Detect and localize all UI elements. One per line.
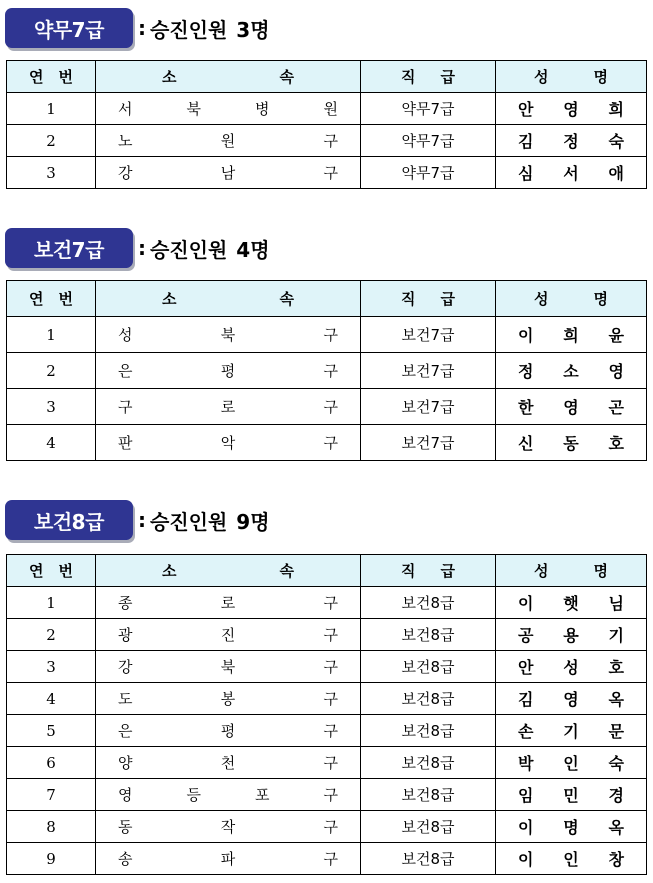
row-rank: 보건7급 — [361, 317, 496, 353]
row-rank: 약무7급 — [361, 93, 496, 125]
summary-label: 승진인원 — [150, 17, 228, 42]
header-name: 성 명 — [496, 281, 647, 317]
row-no: 3 — [7, 651, 96, 683]
promotion-table — [6, 280, 647, 461]
row-dept: 구 로 구 — [96, 389, 361, 425]
promotion-table — [6, 60, 647, 189]
row-dept: 은 평 구 — [96, 715, 361, 747]
table-row — [7, 157, 647, 189]
row-no: 5 — [7, 715, 96, 747]
section-heading — [5, 8, 465, 50]
row-dept: 동 작 구 — [96, 811, 361, 843]
row-dept: 영 등 포 구 — [96, 779, 361, 811]
row-rank: 보건7급 — [361, 353, 496, 389]
row-name: 안 성 호 — [496, 651, 647, 683]
header-no: 연 번 — [7, 555, 96, 587]
grade-badge: 보건7급 — [5, 228, 133, 268]
table-row — [7, 389, 647, 425]
header-rank: 직 급 — [361, 281, 496, 317]
header-no: 연 번 — [7, 61, 96, 93]
summary-count: 9명 — [236, 509, 270, 534]
row-no: 7 — [7, 779, 96, 811]
row-rank: 보건8급 — [361, 587, 496, 619]
promotion-summary — [138, 8, 270, 48]
row-dept: 송 파 구 — [96, 843, 361, 875]
row-no: 6 — [7, 747, 96, 779]
row-rank: 보건8급 — [361, 715, 496, 747]
summary-count: 4명 — [236, 237, 270, 262]
row-rank: 보건8급 — [361, 811, 496, 843]
row-dept: 서 북 병 원 — [96, 93, 361, 125]
table-row — [7, 811, 647, 843]
row-no: 2 — [7, 125, 96, 157]
row-rank: 보건7급 — [361, 425, 496, 461]
row-name: 김 영 옥 — [496, 683, 647, 715]
grade-badge: 약무7급 — [5, 8, 133, 48]
row-dept: 양 천 구 — [96, 747, 361, 779]
row-no: 3 — [7, 157, 96, 189]
row-no: 1 — [7, 587, 96, 619]
row-no: 3 — [7, 389, 96, 425]
row-name: 이 희 윤 — [496, 317, 647, 353]
row-no: 2 — [7, 353, 96, 389]
row-rank: 보건7급 — [361, 389, 496, 425]
row-name: 임 민 경 — [496, 779, 647, 811]
row-name: 안 영 희 — [496, 93, 647, 125]
table-row — [7, 651, 647, 683]
table-row — [7, 425, 647, 461]
header-row — [7, 555, 647, 587]
summary-label: 승진인원 — [150, 237, 228, 262]
header-dept: 소 속 — [96, 555, 361, 587]
row-no: 4 — [7, 425, 96, 461]
table-row — [7, 353, 647, 389]
summary-colon: : — [138, 16, 146, 40]
table-row — [7, 843, 647, 875]
row-dept: 노 원 구 — [96, 125, 361, 157]
row-rank: 보건8급 — [361, 619, 496, 651]
row-name: 이 명 옥 — [496, 811, 647, 843]
header-dept: 소 속 — [96, 281, 361, 317]
summary-label: 승진인원 — [150, 509, 228, 534]
row-dept: 광 진 구 — [96, 619, 361, 651]
row-rank: 보건8급 — [361, 747, 496, 779]
row-dept: 강 북 구 — [96, 651, 361, 683]
summary-colon: : — [138, 236, 146, 260]
table-row — [7, 683, 647, 715]
row-rank: 보건8급 — [361, 651, 496, 683]
row-name: 이 인 창 — [496, 843, 647, 875]
table-row — [7, 317, 647, 353]
row-no: 1 — [7, 317, 96, 353]
summary-count: 3명 — [236, 17, 270, 42]
row-dept: 종 로 구 — [96, 587, 361, 619]
table-row — [7, 747, 647, 779]
promotion-summary — [138, 500, 270, 540]
row-dept: 성 북 구 — [96, 317, 361, 353]
header-row — [7, 281, 647, 317]
header-name: 성 명 — [496, 61, 647, 93]
row-no: 1 — [7, 93, 96, 125]
row-name: 신 동 호 — [496, 425, 647, 461]
row-dept: 강 남 구 — [96, 157, 361, 189]
table-row — [7, 779, 647, 811]
row-rank: 약무7급 — [361, 125, 496, 157]
row-name: 정 소 영 — [496, 353, 647, 389]
header-dept: 소 속 — [96, 61, 361, 93]
table-row — [7, 93, 647, 125]
row-name: 이 햇 님 — [496, 587, 647, 619]
row-name: 박 인 숙 — [496, 747, 647, 779]
row-dept: 도 봉 구 — [96, 683, 361, 715]
row-rank: 보건8급 — [361, 683, 496, 715]
row-name: 김 정 숙 — [496, 125, 647, 157]
row-no: 9 — [7, 843, 96, 875]
section-heading — [5, 500, 465, 542]
summary-colon: : — [138, 508, 146, 532]
row-rank: 약무7급 — [361, 157, 496, 189]
row-no: 4 — [7, 683, 96, 715]
table-row — [7, 619, 647, 651]
row-name: 공 용 기 — [496, 619, 647, 651]
section-heading — [5, 228, 465, 270]
header-row — [7, 61, 647, 93]
header-rank: 직 급 — [361, 61, 496, 93]
table-row — [7, 125, 647, 157]
promotion-summary — [138, 228, 270, 268]
grade-badge: 보건8급 — [5, 500, 133, 540]
table-row — [7, 587, 647, 619]
header-rank: 직 급 — [361, 555, 496, 587]
promotion-table — [6, 554, 647, 875]
row-rank: 보건8급 — [361, 843, 496, 875]
row-name: 한 영 곤 — [496, 389, 647, 425]
row-name: 손 기 문 — [496, 715, 647, 747]
table-row — [7, 715, 647, 747]
row-rank: 보건8급 — [361, 779, 496, 811]
header-name: 성 명 — [496, 555, 647, 587]
row-dept: 판 악 구 — [96, 425, 361, 461]
row-no: 8 — [7, 811, 96, 843]
row-no: 2 — [7, 619, 96, 651]
header-no: 연 번 — [7, 281, 96, 317]
row-name: 심 서 애 — [496, 157, 647, 189]
row-dept: 은 평 구 — [96, 353, 361, 389]
